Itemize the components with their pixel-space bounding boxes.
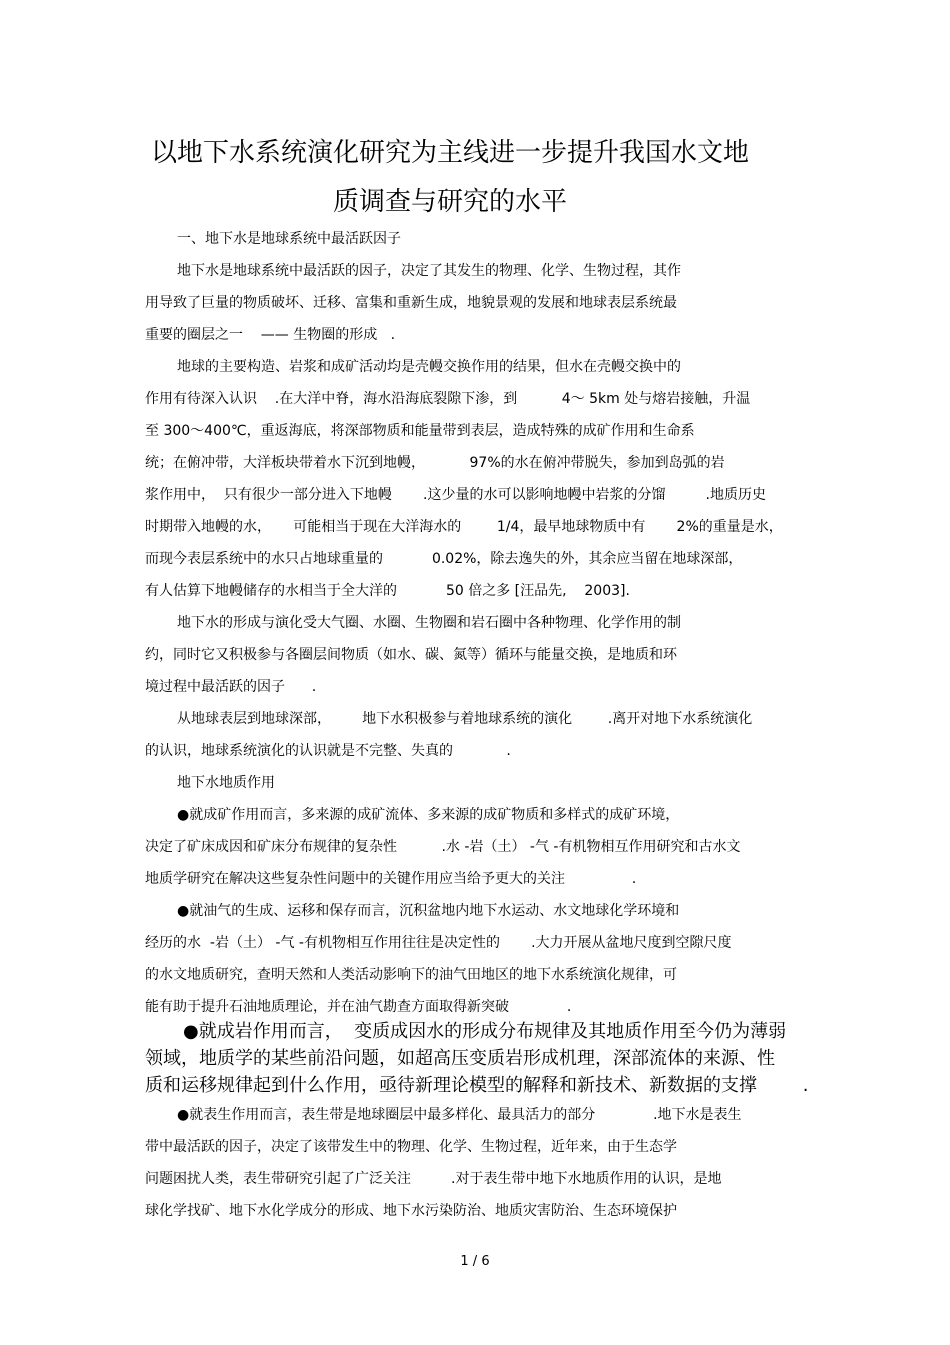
paragraph-line: 经历的水 -岩（土） -气 -有机物相互作用往往是决定性的 .大力开展从盆地尺度到空隙尺度 bbox=[145, 935, 732, 951]
paragraph-line: 从地球表层到地球深部， 地下水积极参与着地球系统的演化 .离开对地下水系统演化 bbox=[177, 711, 753, 727]
bullet-line: ●就成矿作用而言，多来源的成矿流体、多来源的成矿物质和多样式的成矿环境， bbox=[177, 807, 680, 823]
paragraph-line: 地质学研究在解决这些复杂性问题中的关键作用应当给予更大的关注 . bbox=[145, 871, 637, 887]
paragraph-line: 至 300～400℃，重返海底，将深部物质和能量带到表层，造成特殊的成矿作用和生命系 bbox=[145, 423, 695, 439]
paragraph-line: 球化学找矿、地下水化学成分的形成、地下水污染防治、地质灾害防治、生态环境保护 bbox=[145, 1203, 677, 1219]
paragraph-line: 的水文地质研究，查明天然和人类活动影响下的油气田地区的地下水系统演化规律，可 bbox=[145, 967, 677, 983]
paragraph-line: 境过程中最活跃的因子 . bbox=[145, 679, 317, 695]
bullet-line: ●就油气的生成、运移和保存而言，沉积盆地内地下水运动、水文地球化学环境和 bbox=[177, 903, 680, 919]
paragraph-line: 地下水是地球系统中最活跃的因子，决定了其发生的物理、化学、生物过程，其作 bbox=[177, 263, 681, 279]
paragraph-line: 时期带入地幔的水， 可能相当于现在大洋海水的 1/4，最早地球物质中有 2%的重量是水， bbox=[145, 519, 783, 535]
document-title-line-1: 以地下水系统演化研究为主线进一步提升我国水文地 bbox=[150, 138, 749, 168]
bullet-line: ●就表生作用而言，表生带是地球圈层中最多样化、最具活力的部分 .地下水是表生 bbox=[177, 1107, 742, 1123]
paragraph-line: 问题困扰人类，表生带研究引起了广泛关注 .对于表生带中地下水地质作用的认识，是地 bbox=[145, 1171, 722, 1187]
section-heading: 一、地下水是地球系统中最活跃因子 bbox=[177, 231, 401, 247]
paragraph-line: 带中最活跃的因子，决定了该带发生中的物理、化学、生物过程，近年来，由于生态学 bbox=[145, 1139, 677, 1155]
paragraph-line: 用导致了巨量的物质破坏、迁移、富集和重新生成，地貌景观的发展和地球表层系统最 bbox=[145, 295, 677, 311]
paragraph-line: 地下水的形成与演化受大气圈、水圈、生物圈和岩石圈中各种物理、化学作用的制 bbox=[177, 615, 681, 631]
paragraph-line: 浆作用中， 只有很少一部分进入下地幔 .这少量的水可以影响地幔中岩浆的分馏 .地质历史 bbox=[145, 487, 767, 503]
paragraph-line: 地球的主要构造、岩浆和成矿活动均是壳幔交换作用的结果，但水在壳幔交换中的 bbox=[177, 359, 681, 375]
paragraph-line: 决定了矿床成因和矿床分布规律的复杂性 .水 -岩（土） -气 -有机物相互作用研究和古水文 bbox=[145, 839, 741, 855]
paragraph-line: 约，同时它又积极参与各圈层间物质（如水、碳、氮等）循环与能量交换，是地质和环 bbox=[145, 647, 677, 663]
paragraph-line: 能有助于提升石油地质理论，并在油气勘查方面取得新突破 . bbox=[145, 999, 572, 1015]
paragraph-line: 有人估算下地幔储存的水相当于全大洋的 50 倍之多 [汪品先, 2003]. bbox=[145, 583, 630, 599]
page-number: 1 / 6 bbox=[460, 1254, 490, 1269]
paragraph-line: 的认识，地球系统演化的认识就是不完整、失真的 . bbox=[145, 743, 511, 759]
document-title-line-2: 质调查与研究的水平 bbox=[332, 187, 567, 217]
bullet-line-large: ●就成岩作用而言， 变质成因水的形成分布规律及其地质作用至今仍为薄弱 bbox=[183, 1021, 787, 1042]
paragraph-line: 重要的圈层之一 —— 生物圈的形成 . bbox=[145, 327, 396, 343]
paragraph-line: 而现今表层系统中的水只占地球重量的 0.02%，除去逸失的外，其余应当留在地球深部， bbox=[145, 551, 743, 567]
paragraph-line-large: 领域，地质学的某些前沿问题，如超高压变质岩形成机理，深部流体的来源、性 bbox=[145, 1048, 775, 1069]
paragraph-line-large: 质和运移规律起到什么作用，亟待新理论模型的解释和新技术、新数据的支撑 . bbox=[145, 1075, 809, 1096]
paragraph-line: 统；在俯冲带，大洋板块带着水下沉到地幔， 97%的水在俯冲带脱失，参加到岛弧的岩 bbox=[145, 455, 725, 471]
paragraph-line: 作用有待深入认识 .在大洋中脊，海水沿海底裂隙下渗，到 4～ 5km 处与熔岩接触，升温 bbox=[145, 391, 751, 407]
subsection-heading: 地下水地质作用 bbox=[177, 775, 275, 791]
